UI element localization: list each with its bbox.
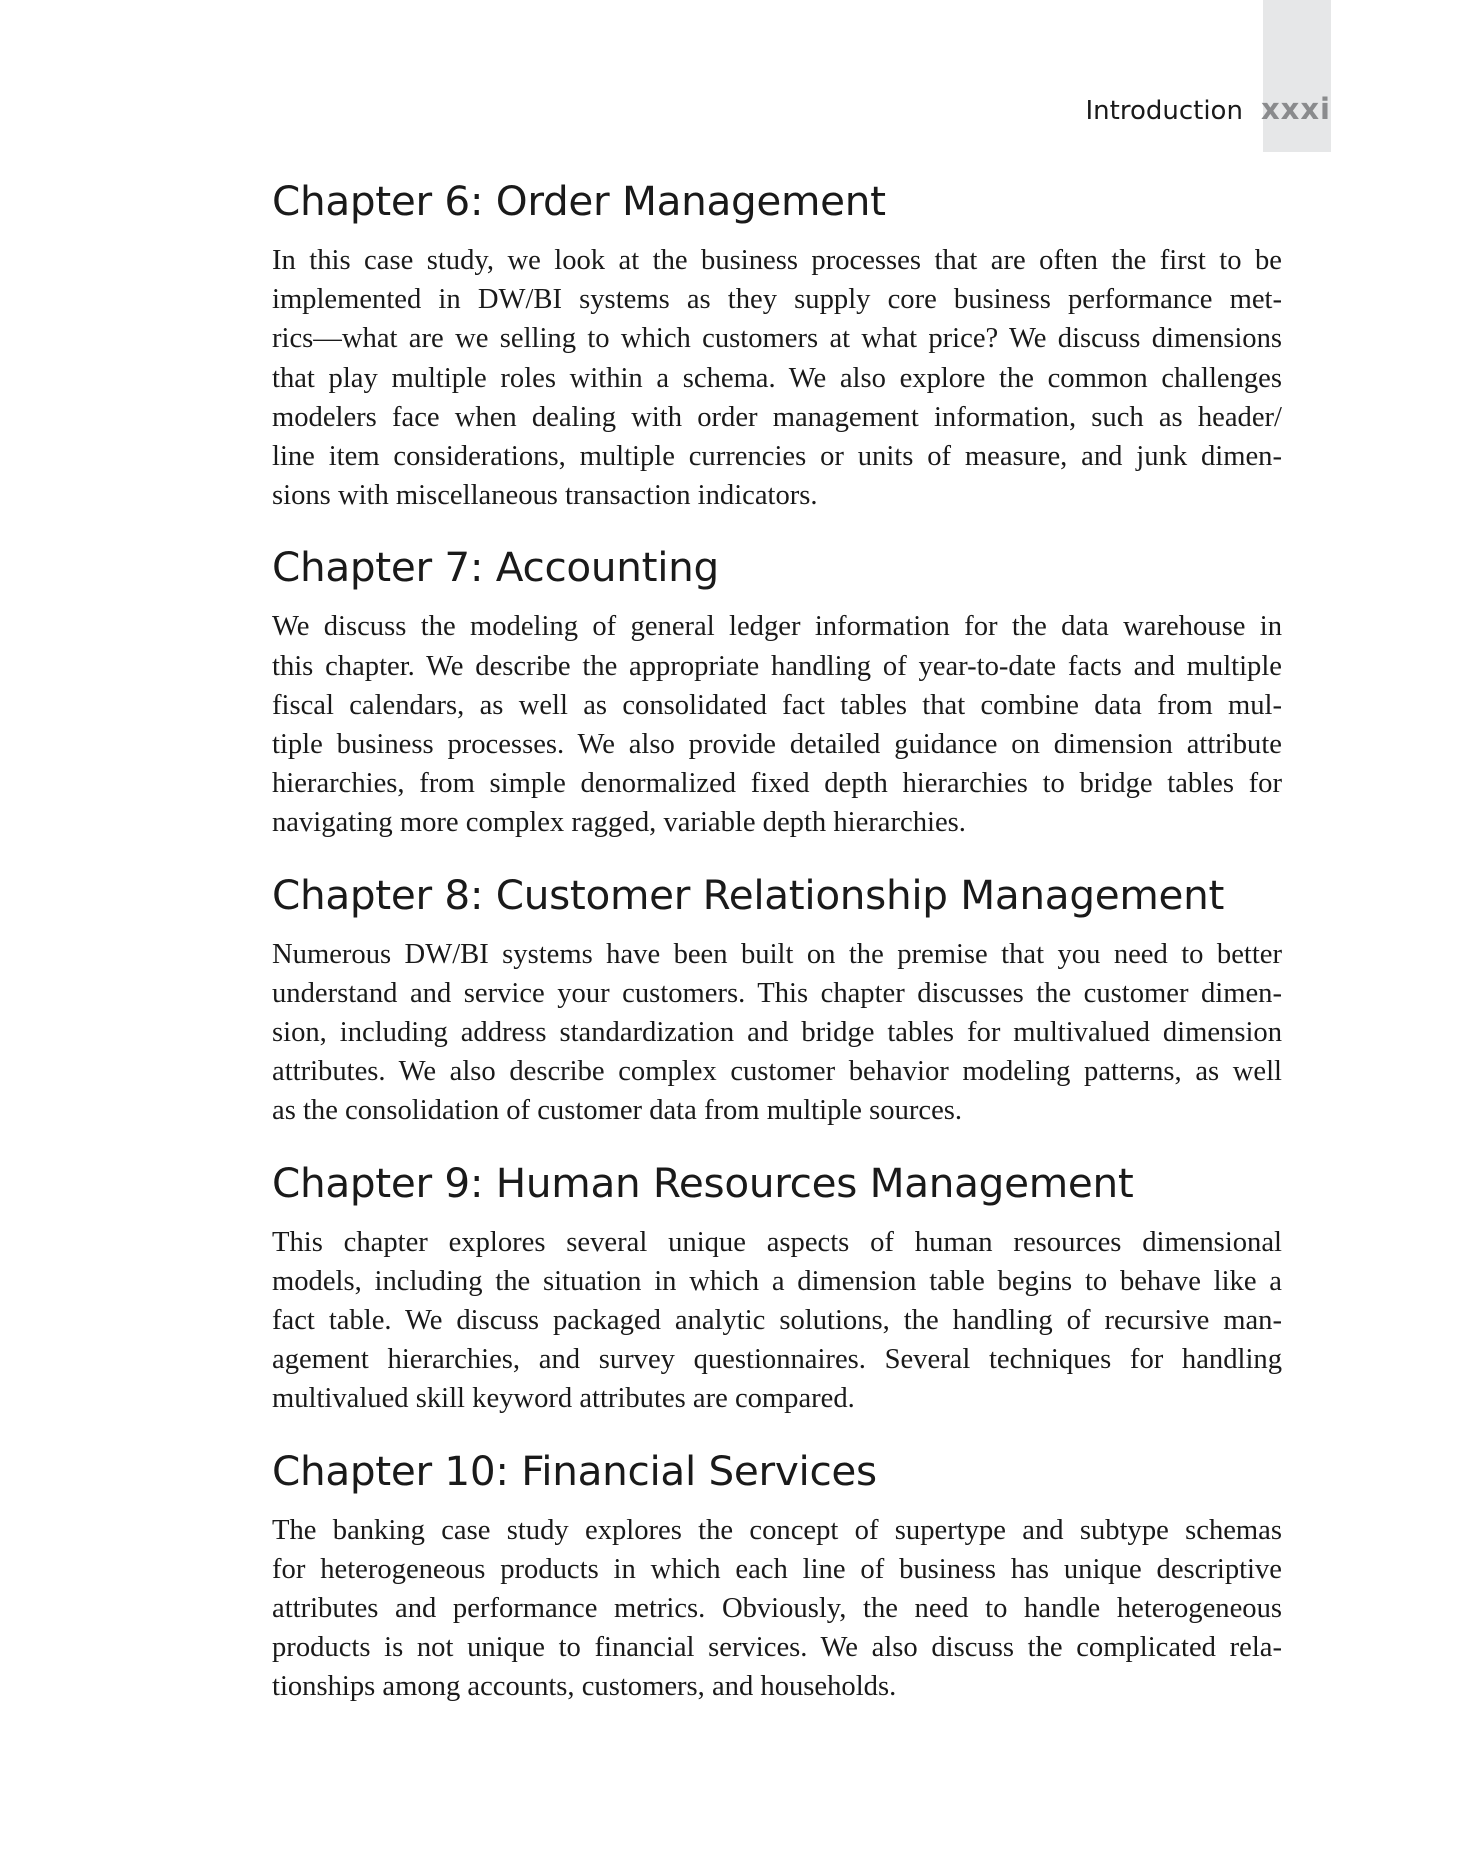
- text-line: Numerous DW/BI systems have been built on the premise that you need to better: [272, 938, 1282, 970]
- chapter-section: [272, 869, 1282, 1131]
- chapter-section: [272, 1445, 1282, 1707]
- chapter-summary: [272, 1511, 1282, 1707]
- text-line: In this case study, we look at the business processes that are often the first to be: [272, 245, 1282, 276]
- text-line: that play multiple roles within a schema. We also explore the common challenges: [272, 362, 1282, 394]
- text-line: multivalued skill keyword attributes are compared.: [272, 1383, 855, 1415]
- chapter-summary: [272, 1223, 1282, 1419]
- folio-tab: [1260, 0, 1331, 152]
- text-line: as the consolidation of customer data from multiple sources.: [272, 1095, 963, 1127]
- text-line: line item considerations, multiple currencies or units of measure, and junk dimen-: [272, 441, 1282, 473]
- running-head-section: Introduction: [1085, 96, 1243, 126]
- text-line: fact table. We discuss packaged analytic solutions, the handling of recursive man-: [272, 1305, 1282, 1337]
- text-line: modelers face when dealing with order management information, such as header/: [272, 401, 1282, 433]
- chapter-summary: [272, 935, 1282, 1131]
- chapter-heading: Chapter 10: Financial Services: [272, 1446, 877, 1495]
- chapter-summary: [272, 241, 1282, 515]
- text-line: attributes and performance metrics. Obviously, the need to handle heterogeneous: [272, 1593, 1282, 1625]
- text-line: products is not unique to financial services. We also discuss the complicated rela-: [272, 1632, 1282, 1664]
- chapter-section: [272, 1157, 1282, 1419]
- running-head: [1085, 92, 1331, 126]
- text-line: understand and service your customers. This chapter discusses the customer dimen-: [272, 977, 1282, 1009]
- text-line: We discuss the modeling of general ledger information for the data warehouse in: [272, 611, 1282, 643]
- text-line: The banking case study explores the concept of supertype and subtype schemas: [272, 1514, 1282, 1546]
- chapter-heading: Chapter 8: Customer Relationship Management: [272, 870, 1225, 919]
- text-line: sion, including address standardization and bridge tables for multivalued dimension: [272, 1017, 1282, 1049]
- chapter-summary: [272, 607, 1282, 842]
- text-line: implemented in DW/BI systems as they supply core business performance met-: [272, 284, 1282, 316]
- text-line: rics—what are we selling to which customers at what price? We discuss dimensions: [272, 323, 1282, 355]
- text-line: for heterogeneous products in which each line of business has unique descriptive: [272, 1553, 1282, 1585]
- text-line: attributes. We also describe complex customer behavior modeling patterns, as well: [272, 1056, 1282, 1088]
- chapter-heading: Chapter 6: Order Management: [272, 177, 886, 225]
- text-line: tionships among accounts, customers, and households.: [272, 1671, 897, 1703]
- text-line: models, including the situation in which a dimension table begins to behave like a: [272, 1265, 1282, 1297]
- text-line: navigating more complex ragged, variable depth hierarchies.: [272, 807, 966, 839]
- chapter-heading: Chapter 9: Human Resources Management: [272, 1158, 1134, 1207]
- text-line: agement hierarchies, and survey questionnaires. Several techniques for handling: [272, 1344, 1282, 1376]
- page-number: xxxi: [1260, 92, 1331, 126]
- text-line: This chapter explores several unique aspects of human resources dimensional: [272, 1226, 1282, 1258]
- chapter-section: [272, 541, 1282, 842]
- text-line: sions with miscellaneous transaction indicators.: [272, 480, 818, 512]
- text-line: tiple business processes. We also provide detailed guidance on dimension attribute: [272, 729, 1282, 761]
- text-line: hierarchies, from simple denormalized fixed depth hierarchies to bridge tables for: [272, 768, 1282, 800]
- text-line: fiscal calendars, as well as consolidated fact tables that combine data from mul-: [272, 689, 1282, 721]
- chapter-heading: Chapter 7: Accounting: [272, 543, 719, 592]
- text-line: this chapter. We describe the appropriate handling of year-to-date facts and multiple: [272, 650, 1282, 682]
- chapter-section: [272, 175, 1282, 515]
- page-body: [272, 175, 1282, 1733]
